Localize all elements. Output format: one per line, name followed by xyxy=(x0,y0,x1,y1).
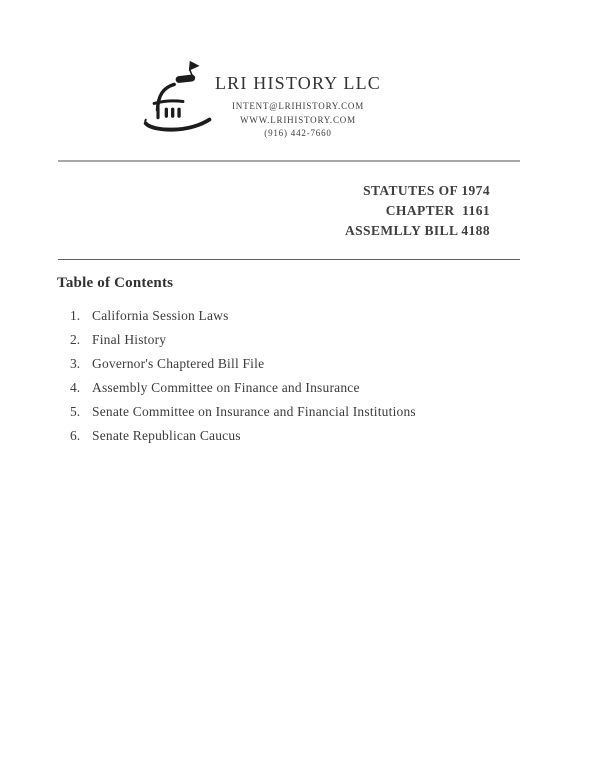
toc-item xyxy=(70,424,416,448)
horizontal-rule-top xyxy=(58,160,520,162)
toc-item-label: California Session Laws xyxy=(92,308,229,323)
toc-item-number: 2. xyxy=(70,332,81,347)
toc-item-label: Senate Committee on Insurance and Financial Institutions xyxy=(92,404,416,419)
website-text: WWW.LRIHISTORY.COM xyxy=(240,114,356,125)
letterhead xyxy=(0,73,596,141)
toc-item-number: 3. xyxy=(70,356,81,371)
toc-item xyxy=(70,328,416,352)
toc-item-number: 4. xyxy=(70,380,81,395)
assembly-bill-line: ASSEMLLY BILL 4188 xyxy=(344,223,490,238)
toc-item xyxy=(70,376,416,400)
company-name: LRI HISTORY LLC xyxy=(214,73,381,93)
email-text: INTENT@LRIHISTORY.COM xyxy=(231,101,364,111)
horizontal-rule-bottom xyxy=(58,259,520,260)
toc-item-label: Governor's Chaptered Bill File xyxy=(92,356,265,371)
phone-text: (916) 442-7660 xyxy=(264,128,332,138)
chapter-line: CHAPTER 1161 xyxy=(385,203,490,218)
toc-item-number: 1. xyxy=(70,308,81,323)
toc-item-number: 6. xyxy=(70,428,81,443)
toc-item-label: Final History xyxy=(92,332,167,347)
toc-item-label: Assembly Committee on Finance and Insurance xyxy=(92,380,360,395)
statutes-block xyxy=(345,181,490,241)
toc-item xyxy=(70,352,416,376)
statutes-line: STATUTES OF 1974 xyxy=(363,183,490,198)
toc-item-number: 5. xyxy=(70,404,81,419)
toc-item xyxy=(70,304,416,328)
toc-title: Table of Contents xyxy=(57,275,174,291)
toc-list xyxy=(70,304,416,448)
toc-item xyxy=(70,400,416,424)
flag-shape xyxy=(189,61,200,71)
toc-item-label: Senate Republican Caucus xyxy=(92,428,241,443)
